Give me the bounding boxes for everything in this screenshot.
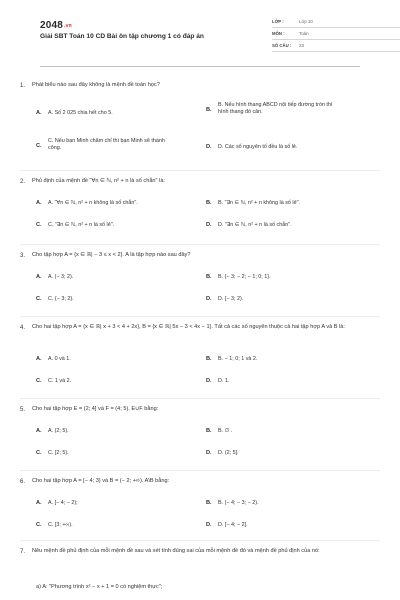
- option-text: A. (2; 5).: [48, 428, 69, 434]
- option-b[interactable]: [206, 356, 376, 364]
- option-a[interactable]: [36, 356, 206, 364]
- question-2: [20, 178, 380, 228]
- option-letter: A.: [36, 356, 42, 362]
- question-number: 7.: [20, 549, 26, 555]
- question-text: [20, 406, 380, 414]
- option-text: D. [− 3; 2).: [218, 296, 244, 302]
- question-text: [20, 178, 380, 186]
- question-7: [20, 548, 380, 556]
- option-letter: B.: [206, 356, 212, 362]
- question-prompt: Cho tập hợp A = {x ∈ ℝ| − 3 ≤ x < 2}. A là tập hợp nào sau đây?: [32, 252, 191, 258]
- option-b[interactable]: [206, 274, 376, 282]
- option-text: D. Các số nguyên tố đều là số lẻ.: [218, 144, 298, 150]
- question-number: 3.: [20, 253, 26, 259]
- option-letter: D.: [206, 296, 212, 302]
- option-text: C. "∃n ∈ ℕ, n² + n là số lẻ".: [48, 222, 115, 228]
- option-letter: D.: [206, 222, 212, 228]
- question-prompt: Phủ định của mệnh đề "∀n ∈ ℕ, n² + n là số chẵn" là:: [32, 178, 165, 184]
- option-letter: A.: [36, 110, 42, 116]
- option-a[interactable]: [36, 200, 206, 208]
- question-text: [20, 548, 380, 556]
- sub-question-a: a) A: "Phương trình x² − x + 1 = 0 có nghiệm thực";: [36, 584, 163, 590]
- meta-table: [272, 16, 400, 52]
- option-text: B. "∃n ∈ ℕ, n² + n không là số lẻ".: [218, 200, 301, 206]
- option-text: C. Nếu bạn Minh chăm chỉ thì bạn Minh sẽ thành công.: [48, 138, 165, 152]
- option-a[interactable]: [36, 110, 206, 118]
- option-text: C. [2; 5).: [48, 450, 69, 456]
- question-divider: [20, 470, 380, 471]
- question-prompt: Nêu mệnh đề phủ định của mỗi mệnh đề sau và xét tính đúng sai của mỗi mệnh đề đó và mệnh đề phủ định của nó:: [32, 548, 320, 554]
- option-text: B. ∅ .: [218, 428, 233, 434]
- option-c[interactable]: [36, 378, 206, 386]
- question-number: 4.: [20, 325, 26, 331]
- question-divider: [20, 170, 380, 171]
- option-b[interactable]: [206, 428, 376, 436]
- meta-row-count: [272, 40, 400, 52]
- option-letter: D.: [206, 450, 212, 456]
- option-b[interactable]: [206, 200, 376, 208]
- option-letter: C.: [36, 143, 42, 149]
- question-6: [20, 478, 380, 528]
- option-letter: C.: [36, 522, 42, 528]
- option-a[interactable]: [36, 428, 206, 436]
- option-d[interactable]: [206, 522, 376, 530]
- option-letter: B.: [206, 107, 212, 113]
- option-text: C. [3; +∞).: [48, 522, 73, 528]
- meta-key: MÔN :: [272, 30, 285, 36]
- question-text: [20, 82, 380, 90]
- option-d[interactable]: [206, 222, 376, 230]
- question-prompt: Phát biểu nào sau đây không là mệnh đề toán học?: [32, 82, 160, 88]
- question-number: 2.: [20, 179, 26, 185]
- option-c[interactable]: [36, 450, 206, 458]
- option-letter: D.: [206, 378, 212, 384]
- option-letter: A.: [36, 428, 42, 434]
- question-number: 1.: [20, 83, 26, 89]
- question-text: [20, 478, 380, 486]
- option-letter: C.: [36, 296, 42, 302]
- option-text: D. [− 4; − 2].: [218, 522, 248, 528]
- option-text: B. Nếu hình thang ABCD nội tiếp đường tròn thì hình thang đó cân.: [218, 102, 333, 116]
- option-c[interactable]: [36, 522, 206, 530]
- option-text: A. Số 2 025 chia hết cho 5.: [48, 110, 113, 116]
- document-title: Giải SBT Toán 10 CD Bài ôn tập chương 1 có đáp án: [40, 33, 204, 40]
- meta-row-class: [272, 16, 400, 28]
- option-text: B. {− 3; − 2; − 1; 0; 1}.: [218, 274, 271, 280]
- option-letter: C.: [36, 450, 42, 456]
- question-prompt: Cho hai tập hợp A = [− 4; 3) và B = (− 2; +∞). A\B bằng:: [32, 478, 170, 484]
- option-letter: A.: [36, 274, 42, 280]
- question-5: [20, 406, 380, 456]
- option-letter: A.: [36, 200, 42, 206]
- logo-text: 2048: [40, 20, 64, 31]
- option-c[interactable]: [36, 138, 206, 153]
- option-text: D. "∃n ∈ ℕ, n² + n là số chẵn".: [218, 222, 292, 228]
- question-text: [20, 324, 380, 332]
- option-letter: C.: [36, 378, 42, 384]
- option-text: A. [− 4; − 2);: [48, 500, 78, 506]
- option-letter: B.: [206, 500, 212, 506]
- header-divider: [40, 66, 360, 67]
- question-3: [20, 252, 380, 302]
- meta-key: LỚP :: [272, 18, 284, 24]
- option-letter: C.: [36, 222, 42, 228]
- option-letter: B.: [206, 274, 212, 280]
- option-c[interactable]: [36, 296, 206, 304]
- option-text: B. (− 4; − 3; − 2).: [218, 500, 259, 506]
- option-letter: A.: [36, 500, 42, 506]
- option-b[interactable]: [206, 102, 376, 117]
- option-letter: B.: [206, 428, 212, 434]
- question-divider: [20, 316, 380, 317]
- option-text: A. 0 và 1.: [48, 356, 71, 362]
- option-d[interactable]: [206, 450, 376, 458]
- option-letter: D.: [206, 522, 212, 528]
- option-text: D. 1.: [218, 378, 230, 384]
- question-divider: [20, 244, 380, 245]
- option-a[interactable]: [36, 274, 206, 282]
- question-divider: [20, 398, 380, 399]
- option-a[interactable]: [36, 500, 206, 508]
- option-c[interactable]: [36, 222, 206, 230]
- option-letter: D.: [206, 144, 212, 150]
- option-b[interactable]: [206, 500, 376, 508]
- meta-value: 23: [299, 42, 304, 48]
- option-d[interactable]: [206, 378, 376, 386]
- option-text: A. "∀n ∈ ℕ, n² + n không là số chẵn".: [48, 200, 138, 206]
- option-text: B. − 1; 0; 1 và 2.: [218, 356, 258, 362]
- option-letter: B.: [206, 200, 212, 206]
- option-text: C. 1 và 2.: [48, 378, 72, 384]
- question-text: [20, 252, 380, 260]
- site-logo[interactable]: [40, 19, 72, 33]
- question-prompt: Cho hai tập hợp E = (2; 4] và F = (4; 5). E∪F bằng:: [32, 406, 159, 412]
- meta-key: SỐ CÂU :: [272, 42, 292, 48]
- option-text: D. (2; 5].: [218, 450, 239, 456]
- option-text: C. {− 3; 2}.: [48, 296, 74, 302]
- question-4: [20, 324, 380, 384]
- option-text: A. (− 3; 2).: [48, 274, 74, 280]
- option-d[interactable]: [206, 296, 376, 304]
- question-number: 6.: [20, 479, 26, 485]
- meta-row-subject: [272, 28, 400, 40]
- option-d[interactable]: [206, 144, 376, 152]
- question-prompt: Cho hai tập hợp A = {x ∈ ℝ| x + 3 < 4 + 2x}, B = {x ∈ ℝ| 5x − 3 < 4x − 1}. Tất cả các số nguyên thuộc cả hai tập hợp A và B là:: [32, 324, 345, 330]
- meta-value: Toán: [299, 30, 309, 36]
- meta-value: Lớp 10: [299, 18, 313, 24]
- logo-suffix: .vn: [64, 23, 72, 29]
- question-1: [20, 82, 380, 152]
- question-divider: [20, 540, 380, 541]
- page-header: [20, 0, 380, 70]
- question-number: 5.: [20, 407, 26, 413]
